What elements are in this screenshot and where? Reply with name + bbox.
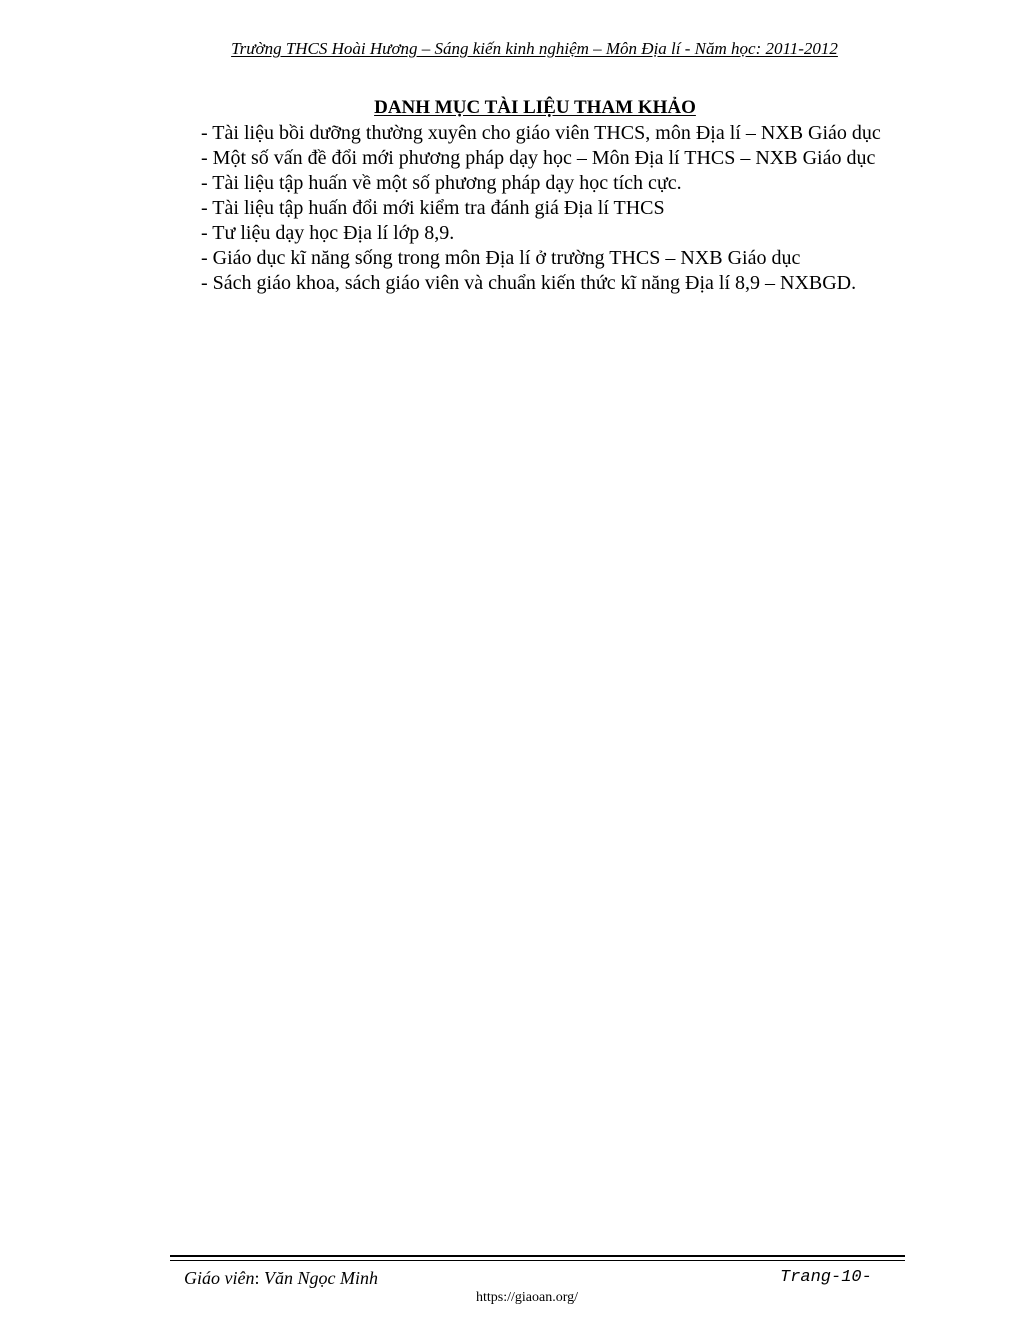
reference-item: - Tài liệu tập huấn đổi mới kiểm tra đánh giá Địa lí THCS: [201, 197, 665, 219]
page-number: Trang-10-: [780, 1268, 872, 1287]
teacher-separator: :: [254, 1268, 264, 1288]
reference-item: - Sách giáo khoa, sách giáo viên và chuẩn kiến thức kĩ năng Địa lí 8,9 – NXBGD.: [201, 272, 857, 294]
reference-item: - Một số vấn đề đổi mới phương pháp dạy học – Môn Địa lí THCS – NXB Giáo dục: [201, 147, 876, 169]
header-text: Trường THCS Hoài Hương – Sáng kiến kinh nghiệm – Môn Địa lí - Năm học: 2011-2012: [231, 39, 838, 58]
footer-teacher: [184, 1266, 378, 1290]
page-header: [166, 38, 903, 60]
footer-divider-thin: [170, 1260, 905, 1261]
reference-item: - Tài liệu tập huấn về một số phương pháp dạy học tích cực.: [201, 172, 682, 194]
reference-item: - Tài liệu bồi dưỡng thường xuyên cho giáo viên THCS, môn Địa lí – NXB Giáo dục: [201, 122, 881, 144]
footer-divider-thick: [170, 1255, 905, 1257]
reference-item: - Tư liệu dạy học Địa lí lớp 8,9.: [201, 222, 455, 244]
reference-item: - Giáo dục kĩ năng sống trong môn Địa lí ở trường THCS – NXB Giáo dục: [201, 247, 801, 269]
teacher-name: Văn Ngọc Minh: [264, 1268, 378, 1288]
page-title: DANH MỤC TÀI LIỆU THAM KHẢO: [374, 97, 696, 118]
teacher-label: Giáo viên: [184, 1268, 255, 1288]
reference-list: [140, 121, 928, 296]
footer-url[interactable]: https://giaoan.org/: [475, 1290, 578, 1305]
